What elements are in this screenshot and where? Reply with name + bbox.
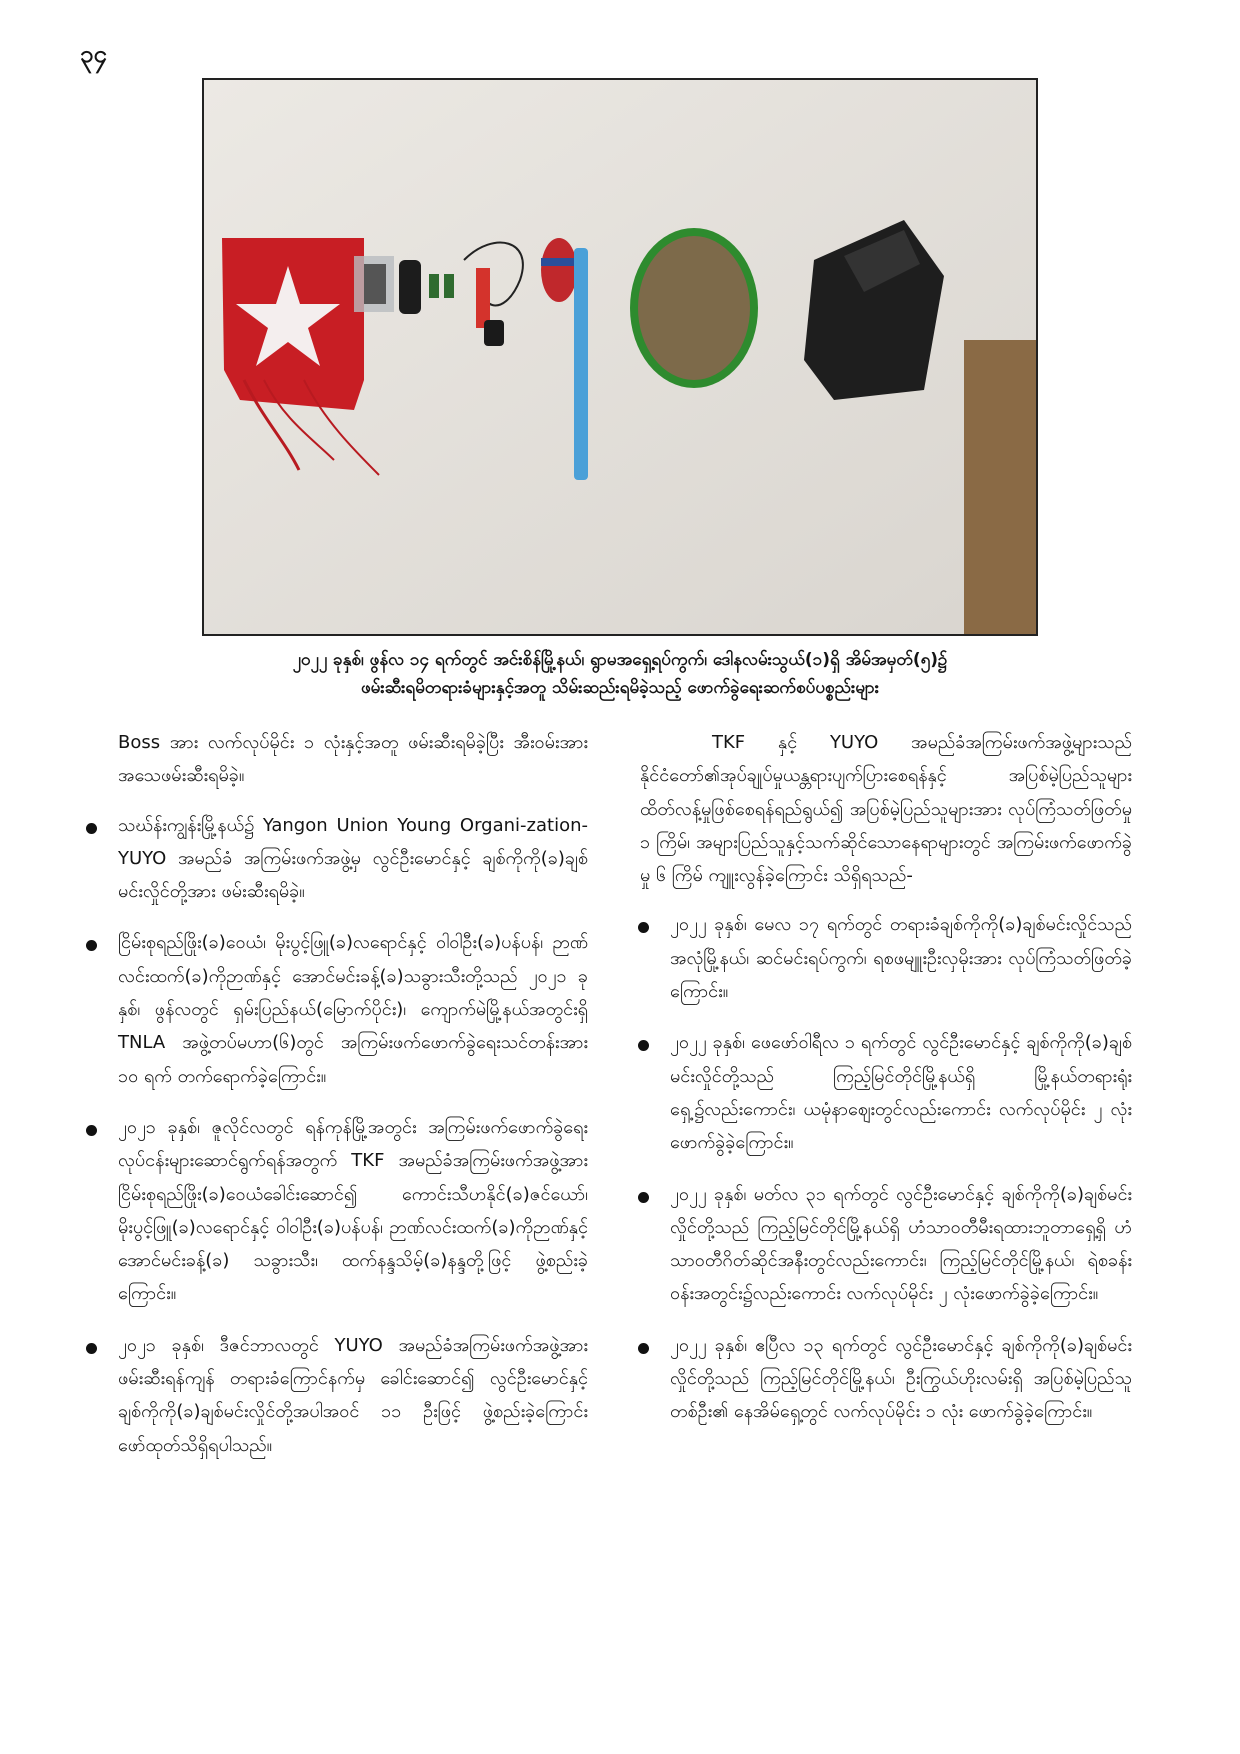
list-item: ၂၀၂၁ ခုနှစ်၊ ဒီဇင်ဘာလတွင် YUYO အမည်ခံအကြမ်းဖက်အဖွဲ့အား ဖမ်းဆီးရန်ကျန် တရားခံကြောင်နက်မှ ခေါင်းဆောင်၍ လွင်ဦးမောင်နှင့် ချစ်ကိုကို(ခ)ချစ်မင်းလှိုင်တို့အပါအဝင် ၁၁ ဦးဖြင့် ဖွဲ့စည်းခဲ့ကြောင်း ဖော်ထုတ်သိရှိရပါသည်။ [96, 1329, 588, 1462]
list-item: ၂၀၂၂ ခုနှစ်၊ မတ်လ ၃၁ ရက်တွင် လွင်ဦးမောင်နှင့် ချစ်ကိုကို(ခ)ချစ်မင်းလှိုင်တို့သည် ကြည့်မြင်တိုင်မြို့နယ်ရှိ ဟံသာဝတီမီးရထားဘူတာရှေ့ရှိ ဟံသာဝတီဂိတ်ဆိုင်အနီးတွင်လည်းကောင်း၊ ကြည့်မြင်တိုင်မြို့နယ်၊ ရဲစခန်းဝန်းအတွင်း၌လည်းကောင်း လက်လုပ်မိုင်း ၂ လုံးဖောက်ခွဲခဲ့ကြောင်း။ [640, 1178, 1132, 1311]
list-item: ၂၀၂၂ ခုနှစ်၊ ဖေဖော်ဝါရီလ ၁ ရက်တွင် လွင်ဦးမောင်နှင့် ချစ်ကိုကို(ခ)ချစ်မင်းလှိုင်တို့သည် ကြည့်မြင်တိုင်မြို့နယ်ရှိ မြို့နယ်တရားရုံးရှေ့၌လည်းကောင်း၊ ယမုံနာဈေးတွင်လည်းကောင်း လက်လုပ်မိုင်း ၂ လုံး ဖောက်ခွဲခဲ့ကြောင်း။ [640, 1026, 1132, 1159]
photo-caption [150, 646, 1090, 702]
list-item: ငြိမ်းစုရည်ဖြိုး(ခ)ဝေယံ၊ မိုးပွင့်ဖြူ(ခ)လရောင်နှင့် ဝါဝါဦး(ခ)ပန်ပန်၊ ဉာဏ်လင်းထက်(ခ)ကိုဉာဏ်နှင့် အောင်မင်းခန့်(ခ)သခွားသီးတို့သည် ၂၀၂၁ ခုနှစ်၊ ဖွန်လတွင် ရှမ်းပြည်နယ်(မြောက်ပိုင်း)၊ ကျောက်မဲမြို့နယ်အတွင်းရှိ TNLA အဖွဲ့တပ်မဟာ(၆)တွင် အကြမ်းဖက်ဖောက်ခွဲရေးသင်တန်းအား ၁၀ ရက် တက်ရောက်ခဲ့ကြောင်း။ [96, 926, 588, 1092]
left-bullet-list [96, 809, 588, 1462]
right-column [640, 726, 1132, 1447]
list-item: ၂၀၂၂ ခုနှစ်၊ မေလ ၁၇ ရက်တွင် တရားခံချစ်ကိုကို(ခ)ချစ်မင်းလှိုင်သည် အလုံမြို့နယ်၊ ဆင်မင်းရပ်ကွက်၊ ရစဖမျူးဦးလှမိုးအား လုပ်ကြံသတ်ဖြတ်ခဲ့ကြောင်း။ [640, 908, 1132, 1008]
list-item: သဃ်န်းကျွန်းမြို့နယ်၌ Yangon Union Young Organi-zation-YUYO အမည်ခံ အကြမ်းဖက်အဖွဲ့မှ လွင်ဦးမောင်နှင့် ချစ်ကိုကို(ခ)ချစ်မင်းလှိုင်တို့အား ဖမ်းဆီးရမိခဲ့။ [96, 809, 588, 909]
right-bullet-list [640, 908, 1132, 1428]
pipe [574, 248, 588, 480]
list-item: ၂၀၂၂ ခုနှစ်၊ ဧပြီလ ၁၃ ရက်တွင် လွင်ဦးမောင်နှင့် ချစ်ကိုကို(ခ)ချစ်မင်းလှိုင်တို့သည် ကြည့်မြင်တိုင်မြို့နယ်၊ ဦးကြွယ်ဟိုးလမ်းရှိ အပြစ်မဲ့ပြည်သူတစ်ဦး၏ နေအိမ်ရှေ့တွင် လက်လုပ်မိုင်း ၁ လုံး ဖောက်ခွဲခဲ့ကြောင်း။ [640, 1329, 1132, 1429]
list-item: ၂၀၂၁ ခုနှစ်၊ ဇူလိုင်လတွင် ရန်ကုန်မြို့အတွင်း အကြမ်းဖက်ဖောက်ခွဲရေးလုပ်ငန်းများဆောင်ရွက်ရန်အတွက် TKF အမည်ခံအကြမ်းဖက်အဖွဲ့အား ငြိမ်းစုရည်ဖြိုး(ခ)ဝေယံခေါင်းဆောင်၍ ကောင်းသီဟနိုင်(ခ)ဇင်ယော်၊ မိုးပွင့်ဖြူ(ခ)လရောင်နှင့် ဝါဝါဦး(ခ)ပန်ပန်၊ ဉာဏ်လင်းထက်(ခ)ကိုဉာဏ်နှင့် အောင်မင်းခန့်(ခ) သခွားသီး၊ ထက်နန္ဒသိမ့်(ခ)နန္ဒတို့ဖြင့် ဖွဲ့စည်းခဲ့ကြောင်း။ [96, 1111, 588, 1311]
bottle [541, 238, 577, 302]
intro-paragraph: TKF နှင့် YUYO အမည်ခံအကြမ်းဖက်အဖွဲ့များသည် နိုင်ငံတော်၏အုပ်ချုပ်မှုယန္တရားပျက်ပြားစေရန်နှင့် အပြစ်မဲ့ပြည်သူများထိတ်လန့်မှုဖြစ်စေရန်ရည်ရွယ်၍ အပြစ်မဲ့ပြည်သူများအား လုပ်ကြံသတ်ဖြတ်မှု ၁ ကြိမ်၊ အများပြည်သူနှင့်သက်ဆိုင်သောနေရာများတွင် အကြမ်းဖက်ဖောက်ခွဲမှု ၆ ကြိမ် ကျူးလွန်ခဲ့ကြောင်း သိရှိရသည်- [640, 732, 1132, 887]
page-number: ၃၄ [80, 40, 107, 68]
caption-line-2: ဖမ်းဆီးရမိတရားခံများနှင့်အတူ သိမ်းဆည်းရမိခဲ့သည့် ဖောက်ခွဲရေးဆက်စပ်ပစ္စည်းများ [360, 678, 880, 699]
floor-edge [964, 340, 1036, 634]
battery [399, 260, 421, 314]
continuation-text: Boss အား လက်လုပ်မိုင်း ၁ လုံးနှင့်အတူ ဖမ်းဆီးရမိခဲ့ပြီး အီးဝမ်းအား အသေဖမ်းဆီးရမိခဲ့။ [118, 732, 588, 787]
evidence-photo [202, 78, 1038, 636]
left-column [96, 726, 588, 1480]
caption-line-1: ၂၀၂၂ ခုနှစ်၊ ဖွန်လ ၁၄ ရက်တွင် အင်းစိန်မြို့နယ်၊ ရွာမအရှေ့ရပ်ကွက်၊ ဒေါနလမ်းသွယ်(၁)ရှိ အိမ်အမှတ်(၅)၌ [292, 650, 948, 670]
